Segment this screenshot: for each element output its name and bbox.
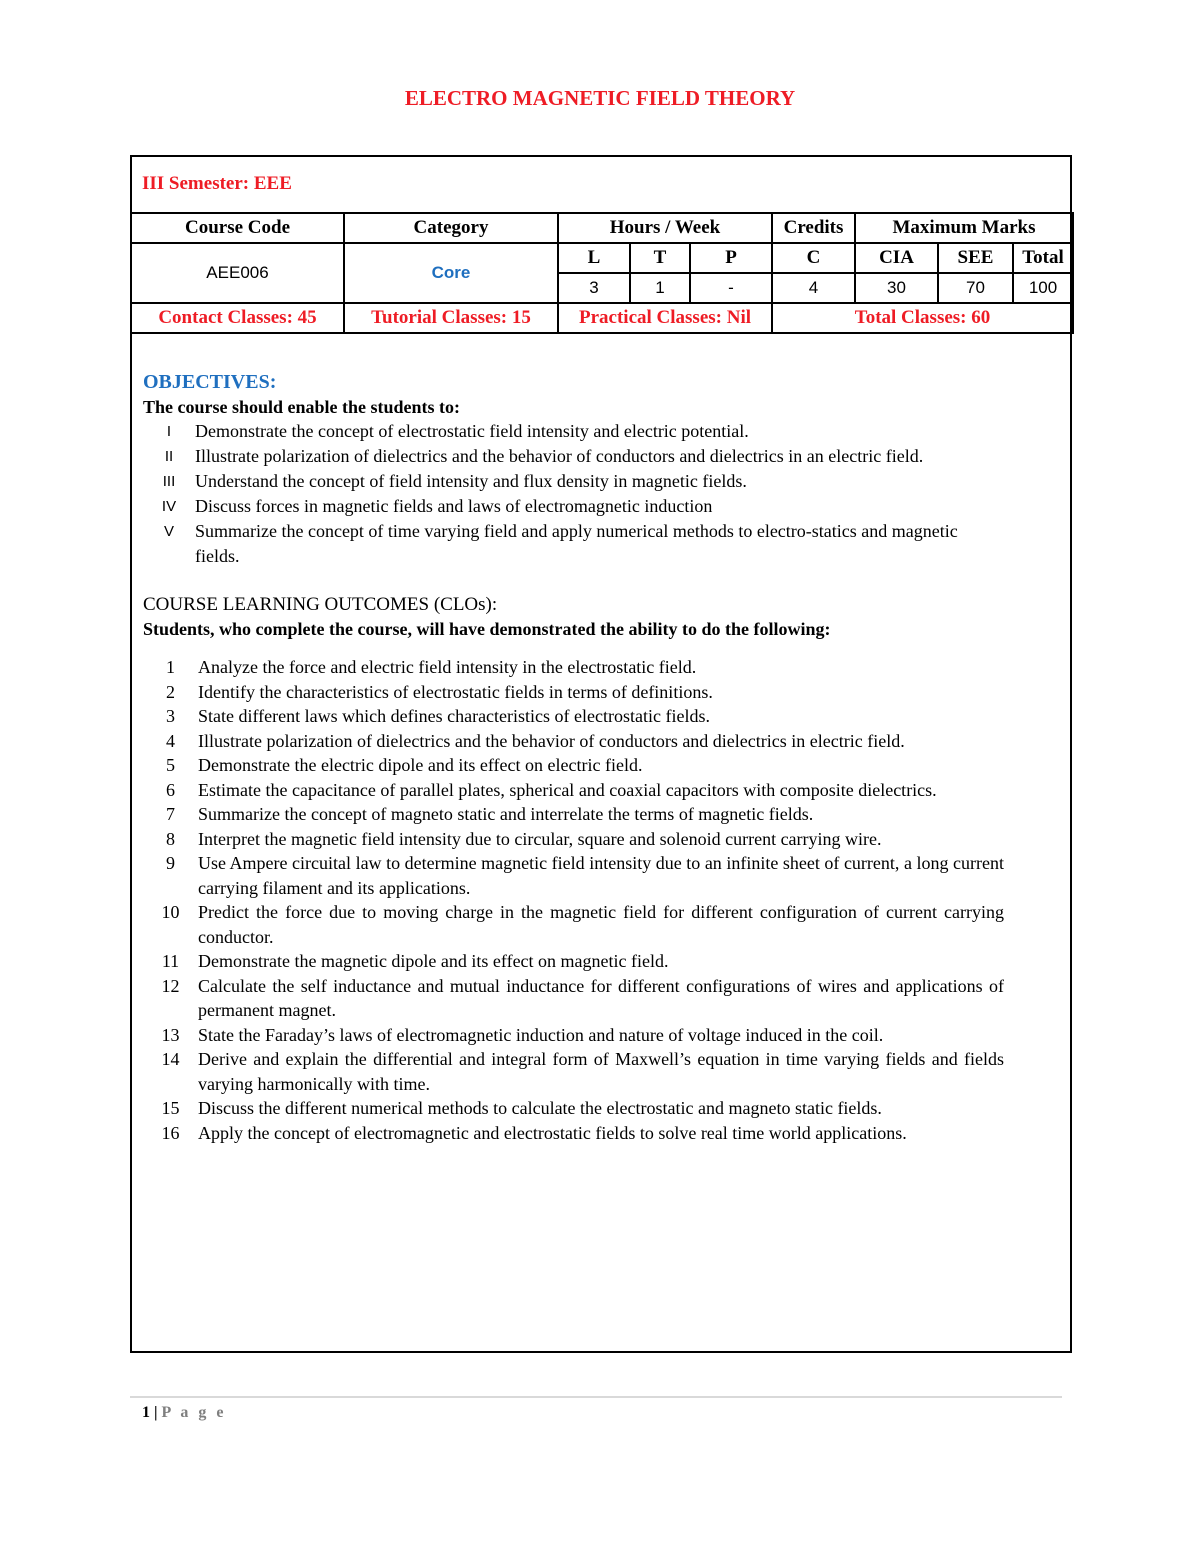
subheader-total: Total bbox=[1013, 243, 1073, 273]
list-item bbox=[143, 802, 1004, 827]
value-l: 3 bbox=[558, 273, 630, 303]
item-number: I bbox=[166, 423, 172, 440]
subheader-c: C bbox=[772, 243, 855, 273]
list-item bbox=[143, 778, 1004, 803]
item-number: IV bbox=[161, 498, 177, 515]
item-text: State the Faraday’s laws of electromagnetic induction and nature of voltage induced in the coil. bbox=[198, 1024, 884, 1045]
item-text: Illustrate polarization of dielectrics and the behavior of conductors and dielectrics in electric field. bbox=[198, 730, 905, 751]
item-text: Identify the characteristics of electrostatic fields in terms of definitions. bbox=[198, 681, 713, 702]
category-value: Core bbox=[344, 243, 558, 303]
list-item bbox=[143, 494, 1004, 519]
list-item bbox=[143, 655, 1004, 680]
clo-list bbox=[143, 655, 1004, 1145]
list-item bbox=[143, 949, 1004, 974]
total-classes: Total Classes: 60 bbox=[772, 303, 1073, 333]
list-item bbox=[143, 729, 1004, 754]
value-total: 100 bbox=[1013, 273, 1073, 303]
semester-label: III Semester: EEE bbox=[142, 173, 292, 194]
item-number: 13 bbox=[161, 1024, 180, 1045]
item-text: Summarize the concept of magneto static and interrelate the terms of magnetic fields. bbox=[198, 804, 814, 824]
classes-row bbox=[131, 303, 1073, 333]
item-text: Derive and explain the differential and integral form of Maxwell’s equation in time varying fields and fields varying harmonically with time. bbox=[198, 1049, 1004, 1094]
item-number: 4 bbox=[166, 730, 175, 751]
header-category: Category bbox=[344, 213, 558, 243]
item-number: 5 bbox=[166, 755, 175, 775]
item-text: Demonstrate the electric dipole and its effect on electric field. bbox=[198, 755, 643, 775]
tutorial-classes: Tutorial Classes: 15 bbox=[344, 303, 558, 333]
list-item bbox=[143, 974, 1004, 1023]
item-text: Interpret the magnetic field intensity due to circular, square and solenoid current carrying wire. bbox=[198, 828, 882, 849]
contact-classes: Contact Classes: 45 bbox=[131, 303, 344, 333]
item-number: 3 bbox=[166, 706, 175, 726]
clo-title-suffix: (CLOs): bbox=[429, 594, 498, 615]
item-number: 11 bbox=[161, 951, 180, 971]
objectives-title: OBJECTIVES: bbox=[143, 371, 277, 393]
item-text: Demonstrate the magnetic dipole and its effect on magnetic field. bbox=[198, 951, 669, 971]
content-area bbox=[143, 369, 1004, 1145]
list-item bbox=[143, 1096, 1004, 1121]
objectives-list bbox=[143, 419, 1004, 569]
course-info-table bbox=[130, 212, 1074, 334]
list-item bbox=[143, 469, 1004, 494]
subheader-see: SEE bbox=[938, 243, 1013, 273]
list-item bbox=[143, 1047, 1004, 1096]
value-p: - bbox=[690, 273, 772, 303]
clo-intro: Students, who complete the course, will have demonstrated the ability to do the following: bbox=[143, 619, 831, 639]
page-number: 1 bbox=[142, 1404, 150, 1421]
item-number: 1 bbox=[166, 657, 175, 677]
item-text: Calculate the self inductance and mutual inductance for different configurations of wires and applications of permanent magnet. bbox=[198, 975, 1004, 1020]
item-number: 6 bbox=[166, 779, 175, 800]
item-number: 10 bbox=[161, 902, 180, 922]
item-text: Discuss forces in magnetic fields and laws of electromagnetic induction bbox=[195, 496, 713, 516]
list-item bbox=[143, 1023, 1004, 1048]
item-number: II bbox=[164, 448, 174, 465]
item-number: 16 bbox=[161, 1122, 180, 1143]
item-number: 9 bbox=[166, 853, 175, 873]
header-max-marks: Maximum Marks bbox=[855, 213, 1073, 243]
subheader-cia: CIA bbox=[855, 243, 938, 273]
item-text: Summarize the concept of time varying field and apply numerical methods to electro-statics and magnetic fields. bbox=[195, 521, 958, 566]
list-item bbox=[143, 900, 1004, 949]
value-t: 1 bbox=[630, 273, 690, 303]
clo-title bbox=[143, 593, 1004, 617]
list-item bbox=[143, 753, 1004, 778]
item-text: Predict the force due to moving charge in the magnetic field for different configuration of current carrying conductor. bbox=[198, 902, 1004, 947]
value-c: 4 bbox=[772, 273, 855, 303]
item-number: 7 bbox=[166, 804, 175, 824]
practical-classes: Practical Classes: Nil bbox=[558, 303, 772, 333]
item-text: Use Ampere circuital law to determine magnetic field intensity due to an infinite sheet of current, a long current carrying filament and its applications. bbox=[198, 853, 1004, 898]
page-footer bbox=[142, 1404, 227, 1422]
course-code-value: AEE006 bbox=[131, 243, 344, 303]
subheader-l: L bbox=[558, 243, 630, 273]
objectives-intro: The course should enable the students to: bbox=[143, 397, 461, 417]
clo-title-main: COURSE LEARNING OUTCOMES bbox=[143, 594, 430, 615]
header-course-code: Course Code bbox=[131, 213, 344, 243]
item-number: V bbox=[163, 523, 174, 540]
item-text: State different laws which defines characteristics of electrostatic fields. bbox=[198, 706, 710, 726]
subheader-p: P bbox=[690, 243, 772, 273]
page-title: ELECTRO MAGNETIC FIELD THEORY bbox=[404, 86, 796, 110]
subheader-row bbox=[131, 243, 1073, 273]
subheader-t: T bbox=[630, 243, 690, 273]
list-item bbox=[143, 827, 1004, 852]
item-text: Demonstrate the concept of electrostatic field intensity and electric potential. bbox=[195, 421, 749, 441]
item-number: 2 bbox=[166, 681, 175, 702]
item-text: Estimate the capacitance of parallel plates, spherical and coaxial capacitors with composite dielectrics. bbox=[198, 779, 937, 800]
list-item bbox=[143, 444, 1004, 469]
list-item bbox=[143, 419, 1004, 444]
page-label: P a g e bbox=[161, 1404, 227, 1421]
list-item bbox=[143, 519, 1004, 569]
value-see: 70 bbox=[938, 273, 1013, 303]
item-text: Analyze the force and electric field intensity in the electrostatic field. bbox=[198, 657, 697, 677]
item-number: III bbox=[162, 473, 176, 490]
header-credits: Credits bbox=[772, 213, 855, 243]
item-number: 15 bbox=[161, 1098, 180, 1118]
course-box bbox=[130, 155, 1072, 1353]
footer-divider bbox=[130, 1396, 1062, 1398]
header-row bbox=[131, 213, 1073, 243]
item-text: Understand the concept of field intensity and flux density in magnetic fields. bbox=[195, 471, 747, 491]
item-number: 12 bbox=[161, 975, 180, 996]
item-number: 14 bbox=[161, 1049, 180, 1069]
item-text: Discuss the different numerical methods to calculate the electrostatic and magneto static fields. bbox=[198, 1098, 882, 1118]
list-item bbox=[143, 1121, 1004, 1146]
value-cia: 30 bbox=[855, 273, 938, 303]
list-item bbox=[143, 680, 1004, 705]
item-text: Illustrate polarization of dielectrics and the behavior of conductors and dielectrics in an electric field. bbox=[195, 446, 924, 466]
item-number: 8 bbox=[166, 828, 175, 849]
list-item bbox=[143, 851, 1004, 900]
header-hours-week: Hours / Week bbox=[558, 213, 772, 243]
footer-separator: | bbox=[150, 1404, 162, 1421]
list-item bbox=[143, 704, 1004, 729]
item-text: Apply the concept of electromagnetic and electrostatic fields to solve real time world applications. bbox=[198, 1122, 907, 1143]
